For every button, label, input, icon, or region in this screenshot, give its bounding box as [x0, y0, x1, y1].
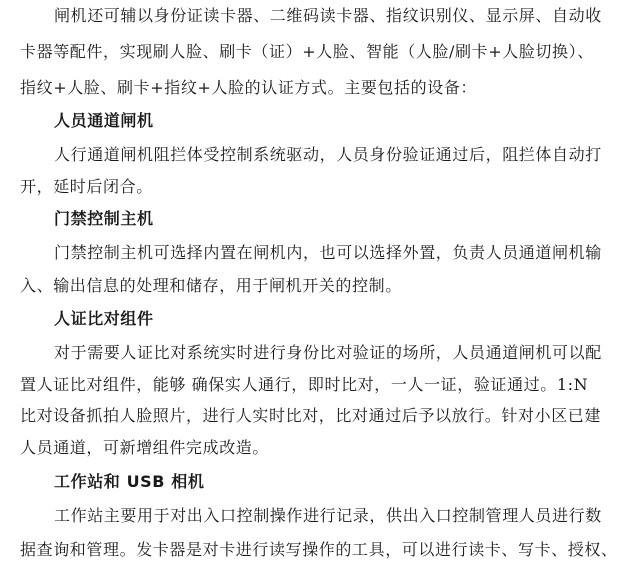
section-title-gate: 人员通道闸机 [54, 111, 154, 130]
section-title-workstation: 工作站和 USB 相机 [54, 472, 205, 491]
section-access-host-line-1: 门禁控制主机可选择内置在闸机内，也可以选择外置，负责人员通道闸机输 [54, 243, 602, 262]
section-workstation-line-2: 据查询和管理。发卡器是对卡进行读写操作的工具，可以进行读卡、写卡、授权、 [20, 540, 618, 559]
section-id-compare-line-1: 对于需要人证比对系统实时进行身份比对验证的场所，人员通道闸机可以配 [54, 343, 602, 362]
intro-line-2: 卡器等配件，实现刷人脸、刷卡（证）+人脸、智能（人脸/刷卡+人脸切换）、 [20, 42, 594, 61]
intro-line-3: 指纹+人脸、刷卡+指纹+人脸的认证方式。主要包括的设备： [20, 78, 478, 97]
intro-line-1: 闸机还可辅以身份证读卡器、二维码读卡器、指纹识别仪、显示屏、自动收 [54, 6, 602, 25]
section-gate-line-2: 开，延时后闭合。 [20, 177, 153, 196]
section-title-id-compare: 人证比对组件 [54, 309, 154, 328]
section-workstation-line-1: 工作站主要用于对出入口控制操作进行记录，供出入口控制管理人员进行数 [54, 506, 602, 525]
section-access-host-line-2: 入、输出信息的处理和储存，用于闸机开关的控制。 [20, 276, 402, 295]
section-id-compare-line-3: 比对设备抓拍人脸照片，进行人实时比对，比对通过后予以放行。针对小区已建 [20, 406, 602, 425]
section-id-compare-line-2: 置人证比对组件，能够 确保实人通行，即时比对，一人一证，验证通过。1:N [20, 375, 589, 394]
section-id-compare-line-4: 人员通道，可新增组件完成改造。 [20, 438, 270, 457]
section-title-access-host: 门禁控制主机 [54, 209, 154, 228]
section-gate-line-1: 人行通道闸机阻拦体受控制系统驱动，人员身份验证通过后，阻拦体自动打 [54, 145, 602, 164]
